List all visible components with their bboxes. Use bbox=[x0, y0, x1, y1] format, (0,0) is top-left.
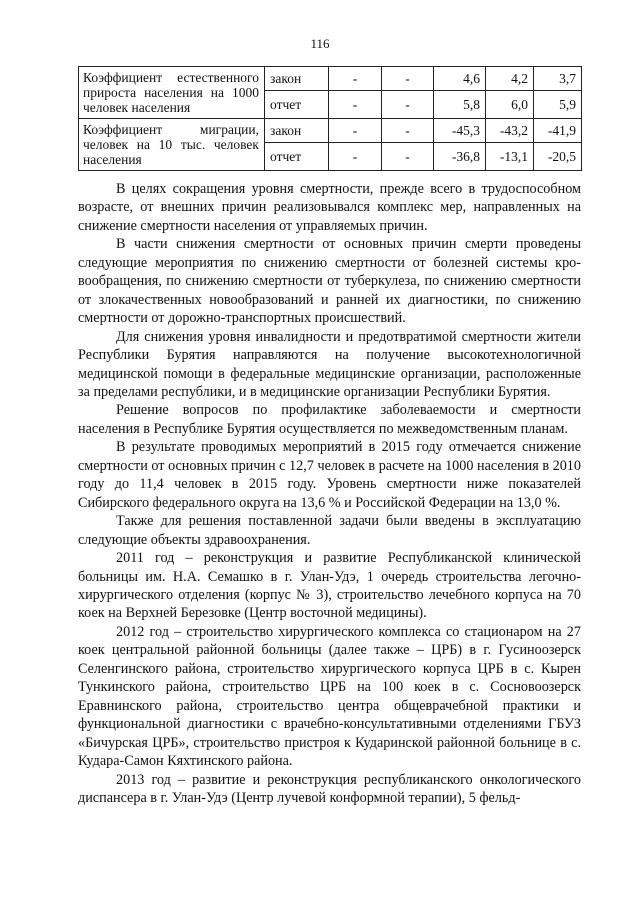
table-row bbox=[79, 67, 582, 91]
value-cell: -41,9 bbox=[534, 119, 582, 143]
value-cell: - bbox=[329, 91, 382, 119]
document-body bbox=[78, 180, 581, 807]
value-cell: 4,6 bbox=[434, 67, 486, 91]
paragraph: 2013 год – развитие и реконструкция республиканского онкологического диспансера в г. Улан-Удэ (Центр лучевой конформной терапии), 5 фельд- bbox=[78, 771, 581, 806]
paragraph: 2011 год – реконструкция и развитие Республиканской клинической больницы им. Н.А. Семашко в г. Улан-Удэ, 1 очередь строительства легочно-хирургического отделения (корпус № 3), строительство лечебного корпуса на 70 коек на Верхней Березовке (Центр восточной медицины). bbox=[78, 550, 581, 622]
paragraph: В целях сокращения уровня смертности, прежде всего в трудоспособном возрасте, от внешних причин реализовывался комплекс мер, направленных на снижение смертности населения от управляемых причин. bbox=[78, 181, 581, 234]
row-type-cell: закон bbox=[265, 67, 329, 91]
value-cell: - bbox=[382, 67, 434, 91]
value-cell: - bbox=[382, 119, 434, 143]
indicator-cell: Коэффициент миграции, человек на 10 тыс. человек населения bbox=[79, 119, 265, 171]
value-cell: 4,2 bbox=[486, 67, 534, 91]
value-cell: 5,8 bbox=[434, 91, 486, 119]
indicator-cell: Коэффициент естественного прироста населения на 1000 человек населения bbox=[79, 67, 265, 119]
table-row bbox=[79, 119, 582, 143]
value-cell: 3,7 bbox=[534, 67, 582, 91]
value-cell: - bbox=[382, 143, 434, 171]
row-type-cell: закон bbox=[265, 119, 329, 143]
paragraph: 2012 год – строительство хирургического комплекса со стационаром на 27 коек центральной районной больницы (далее также – ЦРБ) в г. Гусиноозерск Селенгинского района, строительство хирургического корпуса ЦРБ в с. Кырен Тункинского района, строительство ЦРБ на 100 коек в с. Сосновоозерск Еравнинского района, строительство центра общеврачебной практики и функциональной диагностики с врачебно-консультативными отделениями ГБУЗ «Бичурская ЦРБ», строительство пристроя к Кударинской районной больнице в с. Кудара-Самон Кяхтинского района. bbox=[78, 623, 581, 770]
paragraph: Также для решения поставленной задачи были введены в эксплуатацию следующие объекты здравоохранения. bbox=[78, 513, 581, 548]
paragraph: Решение вопросов по профилактике заболеваемости и смертности населения в Республике Бурятия осуществляется по межведомственным планам. bbox=[78, 402, 581, 437]
value-cell: - bbox=[329, 119, 382, 143]
value-cell: -36,8 bbox=[434, 143, 486, 171]
value-cell: -20,5 bbox=[534, 143, 582, 171]
page-number: 116 bbox=[310, 36, 330, 51]
paragraph: Для снижения уровня инвалидности и предотвратимой смертности жители Республики Бурятия направляются на получение высокотехнологичной медицинской помощи в федеральные медицинские организации, расположенные за пределами республики, и в медицинские организации Республики Бурятия. bbox=[78, 328, 581, 400]
paragraph: В части снижения смертности от основных причин смерти проведены следующие мероприятия по снижению смертности от болезней системы кровообращения, по снижению смертности от туберкулеза, по снижению смертности от злокачественных новообразований и ранней их диагностики, по снижению смертности от дорожно-транспортных происшествий. bbox=[78, 236, 581, 327]
value-cell: -43,2 bbox=[486, 119, 534, 143]
value-cell: - bbox=[329, 143, 382, 171]
value-cell: - bbox=[329, 67, 382, 91]
value-cell: 5,9 bbox=[534, 91, 582, 119]
paragraph: В результате проводимых мероприятий в 2015 году отмечается снижение смертности от основных причин с 12,7 человек в расчете на 1000 населения в 2010 году до 11,4 человек в 2015 году. Уровень смертности ниже показателей Сибирского федерального округа на 13,6 % и Российской Федерации на 13,0 %. bbox=[78, 439, 581, 511]
value-cell: -45,3 bbox=[434, 119, 486, 143]
value-cell: -13,1 bbox=[486, 143, 534, 171]
statistics-table bbox=[78, 66, 582, 171]
value-cell: 6,0 bbox=[486, 91, 534, 119]
row-type-cell: отчет bbox=[265, 91, 329, 119]
value-cell: - bbox=[382, 91, 434, 119]
row-type-cell: отчет bbox=[265, 143, 329, 171]
